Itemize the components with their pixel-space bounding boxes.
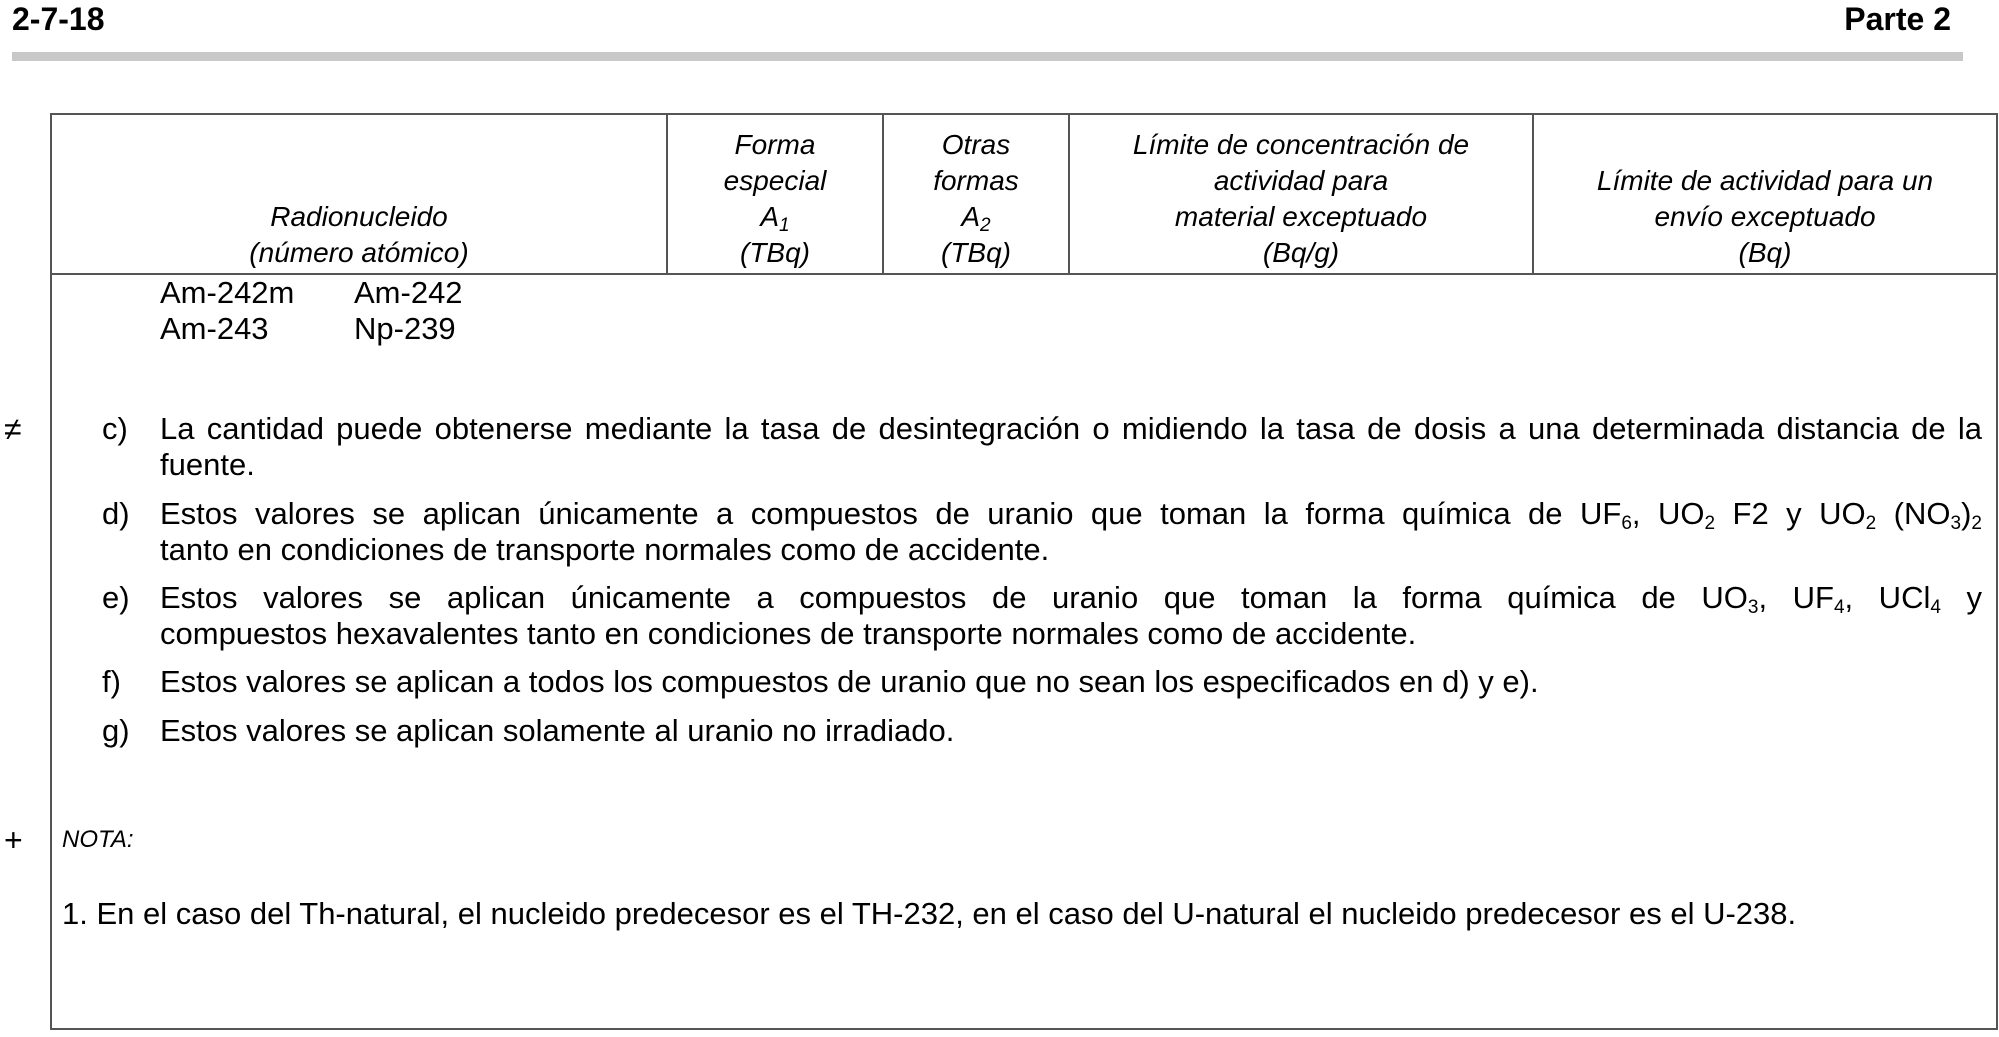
footnote-g: g) Estos valores se aplican solamente al uranio no irradiado.: [102, 713, 955, 748]
note-text: 1. En el caso del Th-natural, el nucleido predecesor es el TH-232, en el caso del U-natural el nucleido predecesor es el U-238.: [62, 896, 1797, 931]
addition-mark: +: [4, 822, 23, 858]
column-header-concentration-limit: Límite de concentración de actividad para material exceptuado (Bq/g): [1068, 115, 1532, 273]
column-header-special-form: Forma especial $A_1$ (TBq): [666, 115, 882, 273]
nuclide-item: Am-242m: [160, 275, 295, 310]
column-header-radionuclide: Radionucleido (número atómico): [249, 201, 469, 268]
nuclide-item: Am-243: [160, 311, 269, 346]
nuclide-item: Am-242: [354, 275, 463, 310]
part-label: Parte 2: [1844, 1, 1951, 37]
footnote-e: e) Estos valores se aplican únicamente a compuestos de uranio que toman la forma química de $UO_3$, $UF_4$, UCl$_4$ y compuestos hexavalentes tanto en condiciones de transporte normales como de accidente.: [102, 580, 1982, 651]
footnote-d-formula-line: Estos valores se aplican únicamente a compuestos de uranio que toman la forma química de $UF_6$, $UO_2$ F2 y $UO_2$ $(NO_3)_2$: [160, 496, 1982, 534]
table-frame: [50, 113, 1998, 1030]
column-header-other-forms: Otras formas $A_2$ (TBq): [882, 115, 1068, 273]
column-header-consignment-limit: Límite de actividad para un envío exceptuado (Bq): [1532, 115, 1996, 273]
nuclide-item: Np-239: [354, 311, 456, 346]
change-mark: ≠: [4, 411, 22, 447]
footnote-f: f) Estos valores se aplican a todos los compuestos de uranio que no sean los especificados en d) y e).: [102, 664, 1539, 699]
footnote-d: d) Estos valores se aplican únicamente a compuestos de uranio que toman la forma química de $UF_6$, $UO_2$ F2 y $UO_2$ $(NO_3)_2$ tanto en condiciones de transporte normales como de accidente.: [102, 496, 1982, 567]
page-number: 2-7-18: [12, 1, 105, 37]
header-rule: [12, 52, 1963, 61]
table-header: [52, 115, 1996, 275]
footnote-c: c) La cantidad puede obtenerse mediante la tasa de desintegración o midiendo la tasa de dosis a una determinada distancia de la fuente.: [102, 411, 1982, 482]
footnote-e-formula-line: Estos valores se aplican únicamente a compuestos de uranio que toman la forma química de $UO_3$, $UF_4$, UCl$_4$ y: [160, 580, 1982, 618]
note-label: NOTA:: [62, 826, 134, 853]
